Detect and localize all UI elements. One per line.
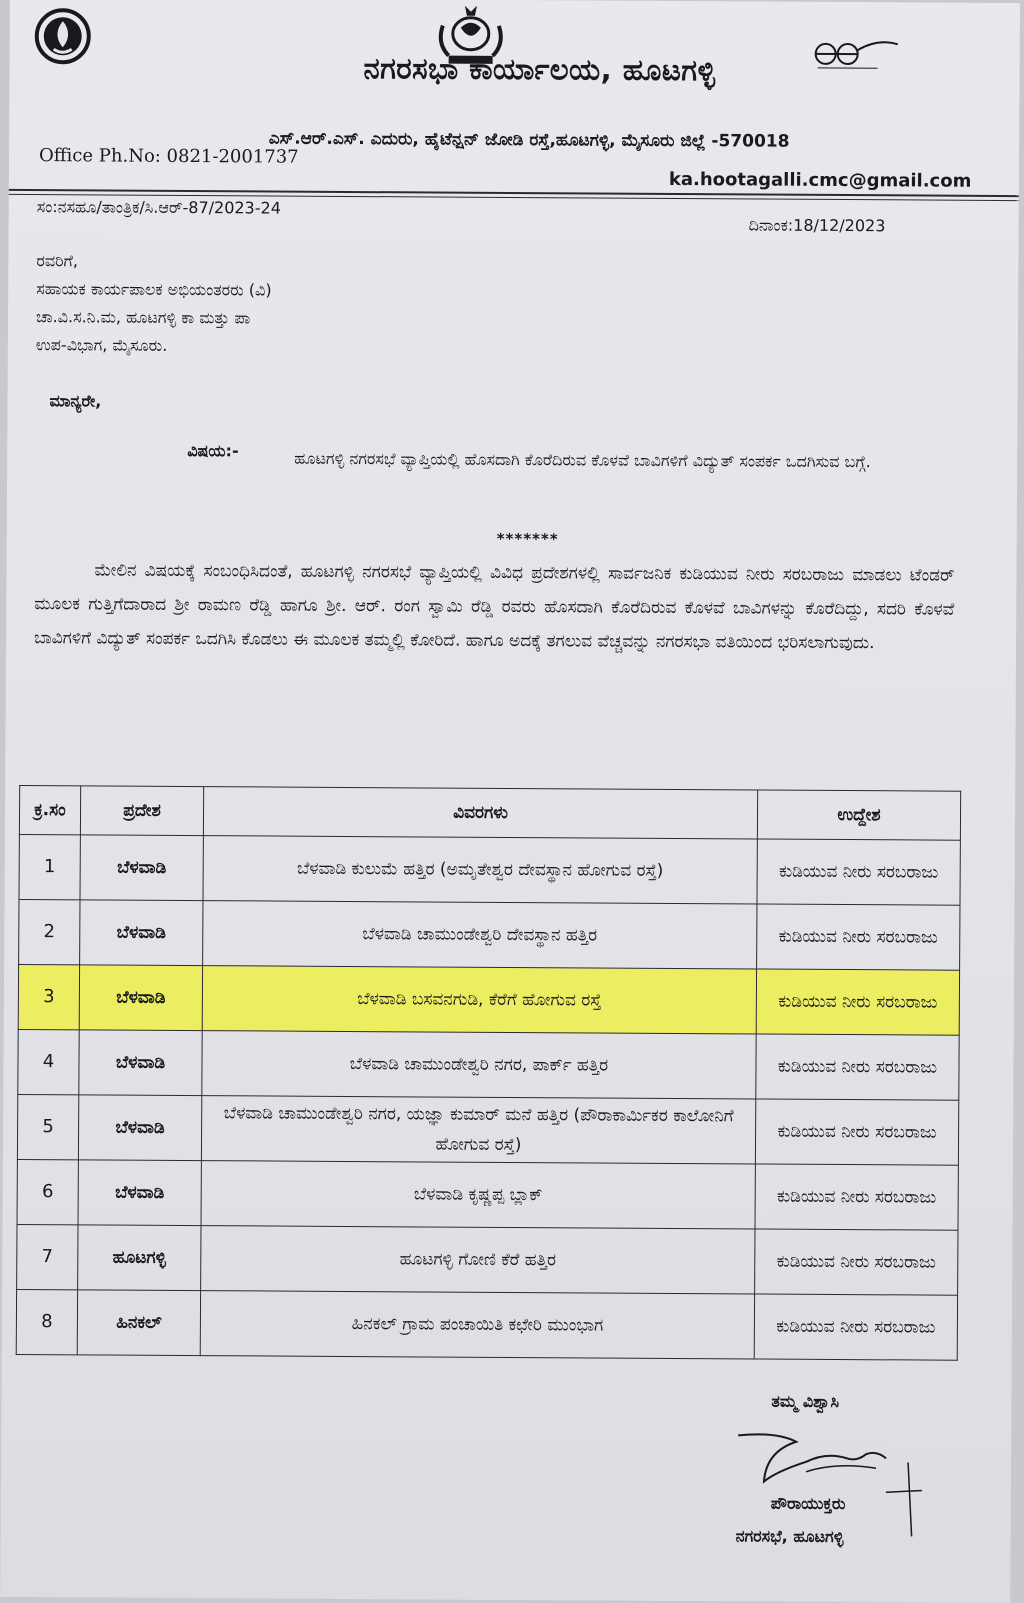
signatory-office: ನಗರಸಭೆ, ಹೂಟಗಳ್ಳಿ [735, 1526, 844, 1547]
column-header-details: ವಿವರಗಳು [203, 787, 757, 839]
row-purpose: ಕುಡಿಯುವ ನೀರು ಸರಬರಾಜು [755, 1229, 958, 1295]
closing-text: ತಮ್ಮ ವಿಶ್ವಾಸಿ [771, 1391, 840, 1412]
subject-label: ವಿಷಯ:- [187, 441, 239, 461]
column-header-purpose: ಉದ್ದೇಶ [757, 790, 960, 840]
table-row [19, 834, 960, 905]
row-area: ಬೆಳವಾಡಿ [79, 965, 202, 1031]
subject-text: ಹೂಟಗಳ್ಳಿ ನಗರಸಭೆ ವ್ಯಾಪ್ತಿಯಲ್ಲಿ ಹೊಸದಾಗಿ ಕೊರೆದಿರುವ ಕೊಳವೆ ಬಾವಿಗಳಿಗೆ ವಿದ್ಯುತ್ ಸಂಪರ್ಕ ಒದಗಿಸುವ ಬಗ್ಗೆ. [294, 448, 871, 472]
row-number: 6 [17, 1159, 78, 1224]
table-header-row [19, 785, 960, 840]
table-row [18, 1029, 959, 1100]
column-header-area: ಪ್ರದೇಶ [80, 786, 203, 836]
row-number: 8 [16, 1289, 77, 1354]
recipient-line: ಉಪ-ವಿಭಾಗ, ಮೈಸೂರು. [35, 335, 168, 355]
column-header-serial: ಕ್ರ.ಸಂ [19, 785, 80, 834]
row-purpose: ಕುಡಿಯುವ ನೀರು ಸರಬರಾಜು [756, 969, 959, 1035]
municipal-logo-icon [34, 7, 92, 65]
office-name: ನಗರಸಭಾ ಕಾರ್ಯಾಲಯ, ಹೂಟಗಳ್ಳಿ [363, 51, 716, 88]
row-number: 3 [18, 964, 79, 1029]
recipient-line: ಚಾ.ವಿ.ಸ.ನಿ.ಮ, ಹೂಟಗಳ್ಳಿ ಕಾ ಮತ್ತು ಪಾ [35, 307, 251, 328]
row-number: 4 [18, 1029, 79, 1094]
row-purpose: ಕುಡಿಯುವ ನೀರು ಸರಬರಾಜು [757, 904, 960, 970]
row-details: ಬೆಳವಾಡಿ ಚಾಮುಂಡೇಶ್ವರಿ ನಗರ, ಪಾರ್ಕ್ ಹತ್ತಿರ [202, 1031, 756, 1099]
table-row [17, 1094, 958, 1165]
row-purpose: ಕುಡಿಯುವ ನೀರು ಸರಬರಾಜು [755, 1164, 958, 1230]
row-purpose: ಕುಡಿಯುವ ನೀರು ಸರಬರಾಜು [754, 1294, 957, 1360]
office-address: ಎಸ್.ಆರ್.ಎಸ್. ಎದುರು, ಹೈಟೆನ್ಷನ್ ಜೋಡಿ ರಸ್ತೆ,ಹೂಟಗಳ್ಳಿ, ಮೈಸೂರು ಜಿಲ್ಲೆ -570018 [268, 128, 790, 152]
table-row [19, 899, 960, 970]
recipient-address [36, 247, 272, 360]
table-row [17, 1159, 958, 1230]
row-purpose: ಕುಡಿಯುವ ನೀರು ಸರಬರಾಜು [755, 1099, 958, 1165]
row-details: ಹಿನಕಲ್ ಗ್ರಾಮ ಪಂಚಾಯಿತಿ ಕಛೇರಿ ಮುಂಭಾಗ [200, 1291, 754, 1359]
row-details: ಬೆಳವಾಡಿ ಚಾಮುಂಡೇಶ್ವರಿ ದೇವಸ್ಥಾನ ಹತ್ತಿರ [203, 901, 757, 969]
row-details: ಬೆಳವಾಡಿ ಚಾಮುಂಡೇಶ್ವರಿ ನಗರ, ಯಜ್ಞಾ ಕುಮಾರ್ ಮನೆ ಹತ್ತಿರ (ಪೌರಾಕಾರ್ಮಿಕರ ಕಾಲೋನಿಗೆ ಹೋಗುವ ರಸ್ತೆ) [201, 1096, 755, 1164]
row-area: ಹಿನಕಲ್ [77, 1290, 200, 1356]
office-phone: Office Ph.No: 0821-2001737 [38, 145, 299, 168]
row-number: 1 [19, 834, 80, 899]
row-area: ಬೆಳವಾಡಿ [80, 835, 203, 901]
table-row [16, 1289, 957, 1360]
row-details: ಬೆಳವಾಡಿ ಕುಲುಮೆ ಹತ್ತಿರ (ಅಮೃತೇಶ್ವರ ದೇವಸ್ಥಾನ ಹೋಗುವ ರಸ್ತೆ) [203, 836, 757, 904]
recipient-line: ರವರಿಗೆ, [36, 251, 79, 271]
row-details: ಬೆಳವಾಡಿ ಕೃಷ್ಣಪ್ಪ ಬ್ಲಾಕ್ [201, 1161, 755, 1229]
row-number: 2 [19, 899, 80, 964]
table-row-highlighted [18, 964, 959, 1035]
row-area: ಬೆಳವಾಡಿ [79, 1030, 202, 1096]
row-number: 5 [17, 1094, 78, 1159]
salutation: ಮಾನ್ಯರೇ, [49, 391, 102, 411]
row-number: 7 [17, 1224, 78, 1289]
row-purpose: ಕುಡಿಯುವ ನೀರು ಸರಬರಾಜು [756, 1034, 959, 1100]
swachh-logo-icon [808, 34, 908, 75]
reference-number: ಸಂ:ನಸಹೂ/ತಾಂತ್ರಿಕ/ಸಿ.ಆರ್-87/2023-24 [36, 197, 281, 218]
row-details: ಹೂಟಗಳ್ಳಿ ಗೋಣಿ ಕೆರೆ ಹತ್ತಿರ [201, 1226, 755, 1294]
row-purpose: ಕುಡಿಯುವ ನೀರು ಸರಬರಾಜು [757, 839, 960, 905]
section-separator: ******* [496, 529, 559, 549]
borewell-table [16, 785, 961, 1361]
row-details: ಬೆಳವಾಡಿ ಬಸವನಗುಡಿ, ಕೆರೆಗೆ ಹೋಗುವ ರಸ್ತೆ [202, 966, 756, 1034]
row-area: ಬೆಳವಾಡಿ [78, 1095, 201, 1161]
body-paragraph: ಮೇಲಿನ ವಿಷಯಕ್ಕೆ ಸಂಬಂಧಿಸಿದಂತೆ, ಹೂಟಗಳ್ಳಿ ನಗರಸಭೆ ವ್ಯಾಪ್ತಿಯಲ್ಲಿ ವಿವಿಧ ಪ್ರದೇಶಗಳಲ್ಲಿ ಸಾರ್ವಜನಿಕ ಕುಡಿಯುವ ನೀರು ಸರಬರಾಜು ಮಾಡಲು ಟೆಂಡರ್ ಮೂಲಕ ಗುತ್ತಿಗೆದಾರಾದ ಶ್ರೀ ರಾಮಣ ರೆಡ್ಡಿ ಹಾಗೂ ಶ್ರೀ. ಆರ್. ರಂಗ ಸ್ವಾಮಿ ರೆಡ್ಡಿ ರವರು ಹೊಸದಾಗಿ ಕೊರೆದಿರುವ ಕೊಳವೆ ಬಾವಿಗಳನ್ನು ಕೊರೆದಿದ್ದು, ಸದರಿ ಕೊಳವೆ ಬಾವಿಗಳಿಗೆ ವಿದ್ಯುತ್ ಸಂಪರ್ಕ ಒದಗಿಸಿ ಕೊಡಲು ಈ ಮೂಲಕ ತಮ್ಮಲ್ಲಿ ಕೋರಿದೆ. ಹಾಗೂ ಅದಕ್ಕೆ ತಗಲುವ ವೆಚ್ಚವನ್ನು ನಗರಸಭಾ ವತಿಯಿಂದ ಭರಿಸಲಾಗುವುದು. [34, 560, 955, 654]
row-area: ಬೆಳವಾಡಿ [80, 900, 203, 966]
signatory-designation: ಪೌರಾಯುಕ್ತರು [770, 1493, 846, 1514]
letter-date: ದಿನಾಂಕ:18/12/2023 [748, 215, 886, 236]
recipient-line: ಸಹಾಯಕ ಕಾರ್ಯಪಾಲಕ ಅಭಿಯಂತರರು (ವಿ) [36, 279, 272, 300]
row-area: ಹೂಟಗಳ್ಳಿ [78, 1225, 201, 1291]
row-area: ಬೆಳವಾಡಿ [78, 1160, 201, 1226]
table-row [17, 1224, 958, 1295]
office-email: ka.hootagalli.cmc@gmail.com [668, 168, 972, 192]
